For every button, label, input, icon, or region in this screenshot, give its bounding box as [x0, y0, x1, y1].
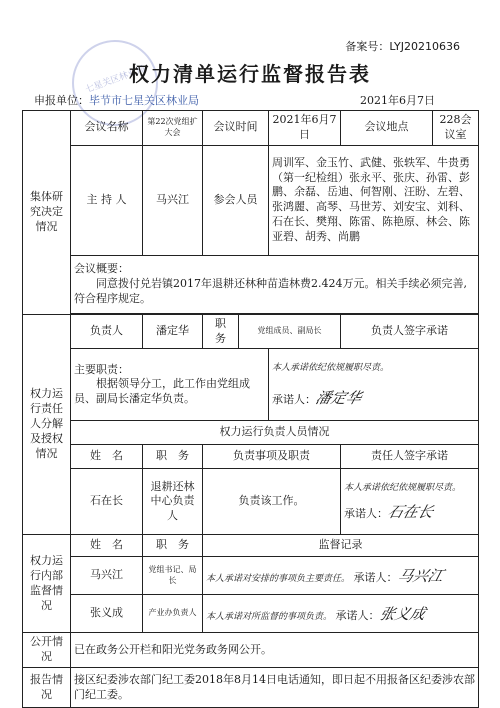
person-name: 石在长	[71, 469, 143, 535]
person-signature: 石在长	[385, 502, 436, 521]
sup-promisor-1: 承诺人：	[335, 608, 380, 622]
summary-value: 同意拨付兑岩镇2017年退耕还林种苗造林费2.424万元。相关手续必须完善,符合程序规定。	[74, 276, 467, 305]
lead-signature: 潘定华	[313, 388, 364, 407]
meeting-name-label: 会议名称	[71, 111, 143, 146]
attendees-value: 周训军、金玉竹、武健、张轶军、牛贵勇（第一纪检组）张永平、张庆、孙雷、彭鹏、余磊、岳迪、何智刚、汪盼、左碧、张鸿麗、高琴、马世芳、刘安宝、刘科、石在长、樊翔、陈雷、陈艳原、林会、陈亚碧、胡秀、尚鹏	[269, 145, 479, 255]
meeting-time-label: 会议时间	[203, 111, 269, 146]
responsibility-section-label: 权力运行责任人分解及授权情况	[23, 314, 71, 535]
sup-record-text-0: 本人承诺对安排的事项负主要责任。	[206, 573, 351, 584]
person-duty: 负责该工作。	[203, 469, 341, 535]
summary-label: 会议概要：	[74, 261, 129, 275]
person-promise	[341, 469, 479, 535]
public-label: 公开情况	[23, 633, 71, 668]
main-duties	[71, 349, 269, 421]
report-table	[22, 110, 479, 708]
sup-record-0	[203, 557, 479, 595]
sup-signature-1: 张义成	[377, 604, 427, 623]
sup-col-position: 职 务	[143, 535, 203, 557]
sup-record-text-1: 本人承诺对所监督的事项负责。	[206, 611, 333, 622]
sup-record-1	[203, 595, 479, 633]
person-promisor-label: 承诺人：	[344, 506, 388, 520]
sup-position-0: 党组书记、局长	[143, 557, 203, 595]
sup-col-record: 监督记录	[203, 535, 479, 557]
lead-value: 潘定华	[143, 314, 203, 349]
sup-position-1: 产业办负责人	[143, 595, 203, 633]
applicant-value: 毕节市七星关区林业局	[89, 94, 199, 107]
col-name: 姓 名	[71, 445, 143, 469]
lead-label: 负责人	[71, 314, 143, 349]
seal-text: 七星关区林业局	[84, 64, 147, 96]
meeting-time-value: 2021年6月7日	[269, 111, 341, 146]
sup-promisor-0: 承诺人：	[353, 570, 398, 584]
supervision-section-label: 权力运行内部监督情况	[23, 535, 71, 633]
record-number: 备案号：LYJ20210636	[345, 40, 460, 53]
page-title: 权力清单运行监督报告表	[129, 62, 371, 86]
duty-value: 根据领导分工，此工作由党组成员、副局长潘定华负责。	[74, 377, 250, 406]
col-position: 职 务	[143, 445, 203, 469]
position-value: 党组成员、副局长	[239, 314, 341, 349]
sign-label: 负责人签字承诺	[341, 314, 479, 349]
host-label: 主 持 人	[71, 145, 143, 255]
applicant-line	[34, 92, 199, 108]
position-label: 职 务	[203, 314, 239, 349]
meeting-place-label: 会议地点	[341, 111, 433, 146]
meeting-place-value: 228会议室	[433, 111, 479, 146]
lead-promisor-label: 承诺人：	[272, 392, 316, 406]
duty-label: 主要职责：	[74, 362, 129, 376]
meeting-summary	[71, 255, 479, 313]
meeting-name-value: 第22次党组扩大会	[143, 111, 203, 146]
sup-name-0: 马兴江	[71, 557, 143, 595]
sup-name-1: 张义成	[71, 595, 143, 633]
public-value: 已在政务公开栏和阳光党务政务网公开。	[71, 633, 479, 668]
col-sign: 责任人签字承诺	[341, 445, 479, 469]
subsection-title: 权力运行负责人员情况	[71, 421, 479, 445]
applicant-label: 申报单位：	[34, 94, 89, 107]
report-date: 2021年6月7日	[360, 94, 435, 107]
collective-section-label: 集体研究决定情况	[23, 111, 71, 315]
report-value: 接区纪委涉农部门纪工委2018年8月14日电话通知，即日起不用报备区纪委涉农部门纪工委。	[71, 668, 479, 708]
lead-promise	[269, 349, 479, 421]
sup-signature-0: 马兴江	[395, 566, 445, 585]
person-position: 退耕还林中心负责人	[143, 469, 203, 535]
col-duty: 负责事项及职责	[203, 445, 341, 469]
sup-col-name: 姓 名	[71, 535, 143, 557]
lead-promise-text: 本人承诺依纪依规履职尽责。	[272, 362, 390, 373]
attendees-label: 参会人员	[203, 145, 269, 255]
report-label: 报告情况	[23, 668, 71, 708]
host-value: 马兴江	[143, 145, 203, 255]
person-promise-text: 本人承诺依纪依规履职尽责。	[344, 482, 462, 493]
